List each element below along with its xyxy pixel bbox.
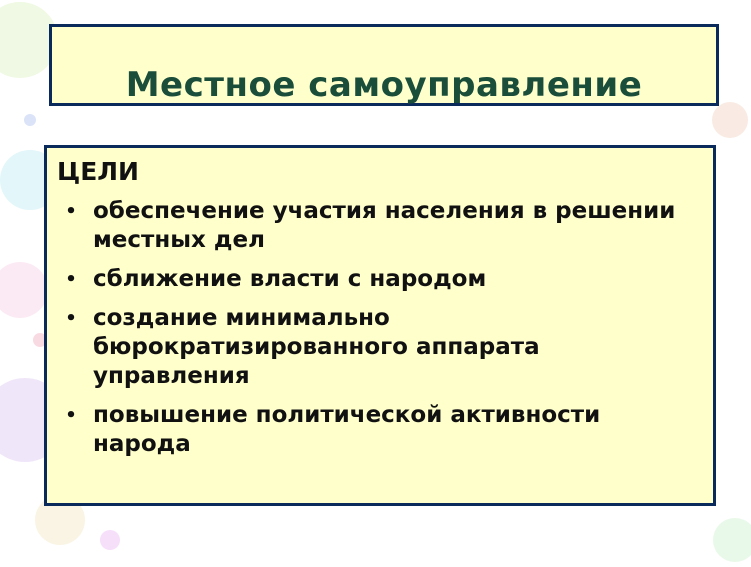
bullet-icon: • — [65, 405, 77, 426]
goal-item — [57, 197, 703, 255]
goal-text: сближение власти с народом — [93, 266, 487, 292]
goal-item — [57, 401, 703, 459]
goal-item — [57, 304, 703, 391]
bullet-icon: • — [65, 269, 77, 290]
goals-panel — [44, 145, 716, 506]
goal-text: обеспечение участия населения в решении местных дел — [93, 198, 676, 253]
goal-text: создание минимально бюрократизированного аппарата управления — [93, 305, 540, 389]
bullet-icon: • — [65, 201, 77, 222]
goals-heading: ЦЕЛИ — [57, 157, 139, 186]
slide-title: Местное самоуправление — [125, 65, 643, 105]
goal-text: повышение политической активности народа — [93, 402, 601, 457]
bullet-icon: • — [65, 308, 77, 329]
goal-item — [57, 265, 703, 294]
goals-list — [57, 197, 703, 459]
title-panel — [49, 24, 719, 106]
